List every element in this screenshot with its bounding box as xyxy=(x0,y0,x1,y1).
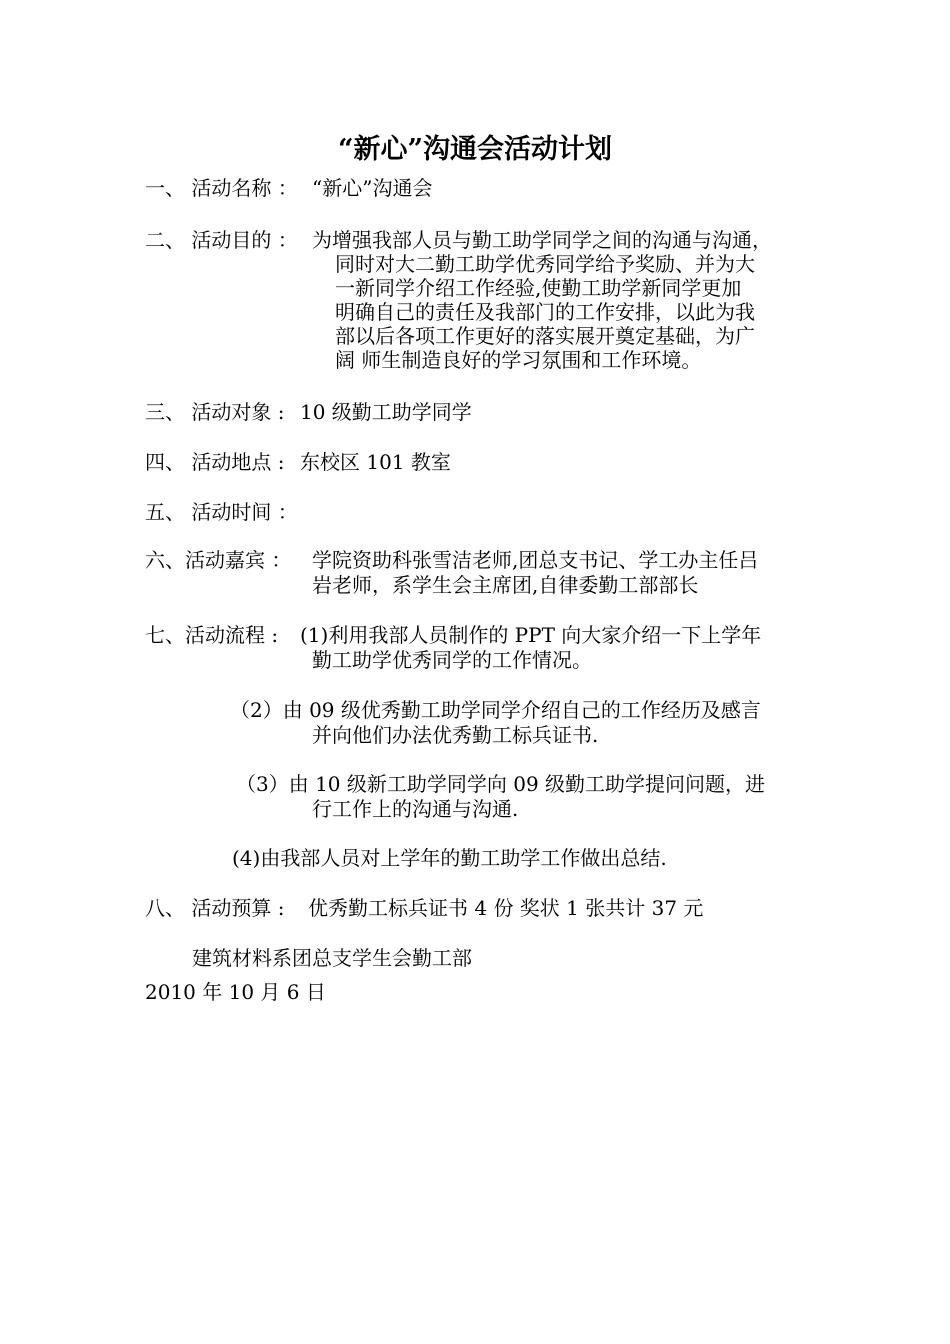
item7-step1-line-1: (1)利用我部人员制作的 PPT 向大家介绍一下上学年 xyxy=(300,623,762,647)
item2-label: 二、 活动目的 ： xyxy=(145,228,298,252)
item5-label: 五、 活动时间 ： xyxy=(145,500,298,524)
item2-line-4: 明确自己的责任及我部门的工作安排，以此为我 xyxy=(335,300,755,324)
item1-label: 一、 活动名称 ： xyxy=(145,176,298,200)
signature-date: 2010 年 10 月 6 日 xyxy=(145,980,326,1004)
item6-line-1: 学院资助科张雪洁老师,团总支书记、学工办主任吕 xyxy=(312,548,759,572)
item2-line-5: 部以后各项工作更好的落实展开奠定基础，为广 xyxy=(335,324,755,348)
item4-label: 四、 活动地点 : xyxy=(145,450,285,474)
item2-line-6: 阔 师生制造良好的学习氛围和工作环境。 xyxy=(335,348,702,372)
item6-line-2: 岩老师，系学生会主席团,自律委勤工部部长 xyxy=(312,573,699,597)
item8-label: 八、 活动预算 : xyxy=(145,896,285,920)
item2-line-3: 一新同学介绍工作经验,使勤工助学新同学更加 xyxy=(335,276,742,300)
item8-value: 优秀勤工标兵证书 4 份 奖状 1 张共计 37 元 xyxy=(308,896,704,920)
item7-step1-line-2: 勤工助学优秀同学的工作情况。 xyxy=(312,648,592,672)
item4-value: 东校区 101 教室 xyxy=(300,450,451,474)
item1-value: “新心”沟通会 xyxy=(312,176,433,200)
item6-label: 六、活动嘉宾 ： xyxy=(145,548,292,572)
item3-value: 10 级勤工助学同学 xyxy=(300,400,472,424)
item2-line-2: 同时对大二勤工助学优秀同学给予奖励、并为大 xyxy=(335,252,755,276)
item7-step3-line-1: （3）由 10 级新工助学同学向 09 级勤工助学提问问题，进 xyxy=(236,772,766,796)
signature-organization: 建筑材料系团总支学生会勤工部 xyxy=(192,946,472,970)
item7-label: 七、活动流程 : xyxy=(145,623,279,647)
item7-step2-line-2: 并向他们办法优秀勤工标兵证书. xyxy=(312,723,599,747)
document-title: “新心”沟通会活动计划 xyxy=(337,134,613,165)
item2-line-1: 为增强我部人员与勤工助学同学之间的沟通与沟通， xyxy=(312,228,772,252)
item7-step2-line-1: （2）由 09 级优秀勤工助学同学介绍自己的工作经历及感言 xyxy=(230,698,761,722)
item7-step4: (4)由我部人员对上学年的勤工助学工作做出总结. xyxy=(232,846,667,870)
item3-label: 三、 活动对象 : xyxy=(145,400,285,424)
item7-step3-line-2: 行工作上的沟通与沟通. xyxy=(312,797,519,821)
